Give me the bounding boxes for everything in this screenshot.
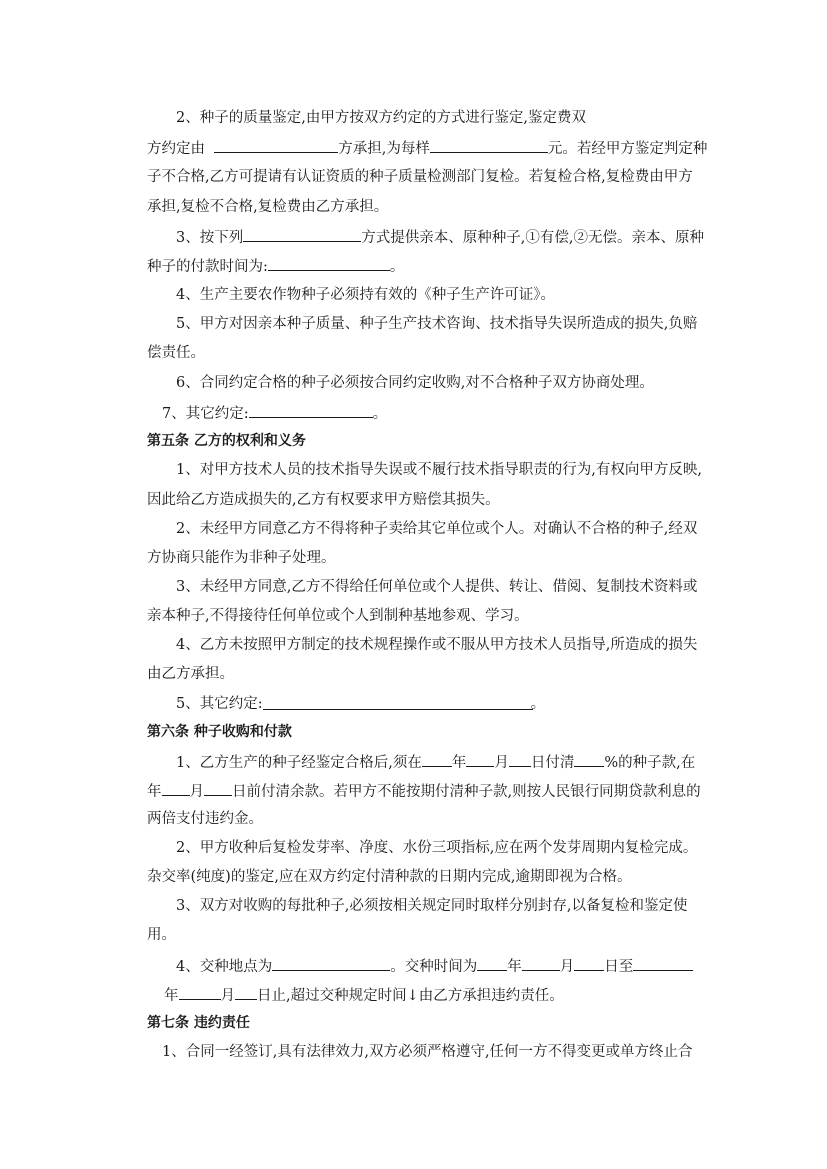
- art6-item4-line1: [176, 955, 693, 977]
- text: 3、双方对收购的每批种子,必须按相关规定同时取样分别封存,以备复检和鉴定使: [176, 898, 688, 914]
- blank-field[interactable]: [522, 955, 560, 971]
- art5-item4-line1: [176, 635, 697, 655]
- blank-field[interactable]: [509, 751, 531, 767]
- text: 用。: [147, 927, 176, 943]
- blank-field[interactable]: [162, 780, 190, 796]
- blank-field[interactable]: [272, 955, 390, 971]
- heading-text: 第五条 乙方的权利和义务: [147, 433, 306, 449]
- art5-item1-line1: [176, 460, 702, 480]
- text: 4、乙方未按照甲方制定的技术规程操作或不服从甲方技术人员指导,所造成的损失: [176, 637, 698, 653]
- heading-text: 第七条 违约责任: [147, 1015, 250, 1031]
- blank-field[interactable]: [263, 694, 546, 712]
- blank-field[interactable]: [204, 780, 232, 796]
- text: 日至: [604, 959, 634, 975]
- art6-item1-line3: [147, 809, 263, 829]
- text: 月: [559, 959, 575, 975]
- text: 。: [530, 696, 546, 712]
- art4-item3-line2: [147, 255, 404, 277]
- text: 方协商只能作为非种子处理。: [147, 550, 336, 566]
- text: 月: [189, 784, 204, 800]
- art5-item3-line1: [176, 577, 697, 597]
- text: 种子的付款时间为:: [147, 259, 268, 275]
- text: 2、未经甲方同意乙方不得将种子卖给其它单位或个人。对确认不合格的种子,经双: [176, 521, 698, 537]
- art4-item2-line4: [147, 197, 388, 217]
- text: 方承担,为每样: [338, 141, 430, 157]
- art4-item2-line2: [147, 137, 707, 159]
- text: 1、合同一经签订,具有法律效力,双方必须严格遵守,任何一方不得变更或单方终止合: [162, 1044, 693, 1060]
- text: 2、甲方收种后复检发芽率、净度、水份三项指标,应在两个发芽周期内复检完成。: [176, 840, 698, 856]
- blank-field[interactable]: [235, 984, 257, 1000]
- text: 1、对甲方技术人员的技术指导失误或不履行技术指导职责的行为,有权向甲方反映,: [176, 462, 702, 478]
- text: 年: [451, 755, 467, 771]
- blank-field[interactable]: [430, 137, 548, 153]
- text: 年: [164, 988, 179, 1004]
- art4-item7: [162, 402, 387, 424]
- text: 1、乙方生产的种子经鉴定合格后,须在: [176, 755, 422, 771]
- art5-item2-line2: [147, 548, 336, 568]
- text: 两倍支付违约金。: [147, 811, 263, 827]
- text: 日止,超过交种规定时间↓由乙方承担违约责任。: [257, 988, 564, 1004]
- text: 承担,复检不合格,复检费由乙方承担。: [147, 199, 389, 215]
- blank-field[interactable]: [179, 984, 221, 1000]
- heading-text: 第六条 种子收购和付款: [147, 724, 292, 740]
- text: 6、合同约定合格的种子必须按合同约定收购,对不合格种子双方协商处理。: [176, 375, 654, 391]
- text: 。交种时间为: [390, 959, 478, 975]
- art6-item1-line1: [176, 751, 695, 773]
- art4-item4: [176, 285, 555, 305]
- blank-field[interactable]: [214, 137, 338, 153]
- blank-field[interactable]: [268, 255, 390, 271]
- art6-item1-line2: [147, 780, 701, 802]
- text: 杂交率(纯度)的鉴定,应在双方约定付清种款的日期内完成,逾期即视为合格。: [147, 869, 632, 885]
- text: 5、甲方对因亲本种子质量、种子生产技术咨询、技术指导失误所造成的损失,负赔: [176, 316, 698, 332]
- text: 方约定由: [147, 141, 205, 157]
- art4-item6: [176, 373, 654, 393]
- art5-item2-line1: [176, 519, 697, 539]
- text: 元。若经甲方鉴定判定种: [547, 141, 708, 157]
- art4-item3-line1: [176, 226, 704, 248]
- blank-field[interactable]: [466, 751, 494, 767]
- text: 因此给乙方造成损失的,乙方有权要求甲方赔偿其损失。: [147, 492, 500, 508]
- blank-field[interactable]: [249, 402, 373, 418]
- art6-item3-line1: [176, 896, 687, 916]
- art4-item2-line3: [147, 167, 693, 187]
- art5-item3-line2: [147, 606, 529, 626]
- art6-item2-line1: [176, 838, 697, 858]
- text: 日付清: [530, 755, 575, 771]
- text: 。: [389, 259, 405, 275]
- text: 5、其它约定:: [176, 696, 263, 712]
- art4-item2-line1: [176, 108, 586, 128]
- text: 4、交种地点为: [176, 959, 273, 975]
- art6-item2-line2: [147, 867, 632, 887]
- art6-item3-line2: [147, 925, 176, 945]
- text: 2、种子的质量鉴定,由甲方按双方约定的方式进行鉴定,鉴定费双: [176, 110, 586, 126]
- text: 3、未经甲方同意,乙方不得给任何单位或个人提供、转让、借阅、复制技术资料或: [176, 579, 698, 595]
- art7-item1-line1: [162, 1042, 693, 1062]
- text: %的种子款,在: [604, 755, 696, 771]
- art4-item5-line2: [147, 343, 205, 363]
- text: 年: [507, 959, 522, 975]
- text: 。: [372, 406, 388, 422]
- art6-item4-line2: [164, 984, 564, 1006]
- text: 3、按下列: [176, 230, 244, 246]
- text: 4、生产主要农作物种子必须持有效的《种子生产许可证》。: [176, 287, 555, 303]
- article5-heading: [147, 431, 306, 451]
- text: 月: [220, 988, 235, 1004]
- blank-field[interactable]: [422, 751, 452, 767]
- blank-field[interactable]: [574, 955, 604, 971]
- text: 日前付清余款。若甲方不能按期付清种子款,则按人民银行同期贷款利息的: [232, 784, 701, 800]
- text: 月: [494, 755, 509, 771]
- text: 亲本种子,不得接待任何单位或个人到制种基地参观、学习。: [147, 608, 529, 624]
- text: 子不合格,乙方可提请有认证资质的种子质量检测部门复检。若复检合格,复检费由甲方: [147, 169, 693, 185]
- text: 偿责任。: [147, 345, 205, 361]
- article6-heading: [147, 722, 292, 742]
- text: 由乙方承担。: [147, 666, 234, 682]
- art4-item5-line1: [176, 314, 697, 334]
- text: 年: [147, 784, 162, 800]
- blank-field[interactable]: [477, 955, 507, 971]
- blank-field[interactable]: [633, 955, 693, 971]
- art5-item4-line2: [147, 664, 234, 684]
- blank-field[interactable]: [243, 226, 361, 242]
- art5-item5: [176, 694, 546, 714]
- art5-item1-line2: [147, 490, 500, 510]
- blank-field[interactable]: [574, 751, 604, 767]
- text: 7、其它约定:: [162, 406, 249, 422]
- article7-heading: [147, 1013, 250, 1033]
- text: 方式提供亲本、原种种子,①有偿,②无偿。亲本、原种: [361, 230, 704, 246]
